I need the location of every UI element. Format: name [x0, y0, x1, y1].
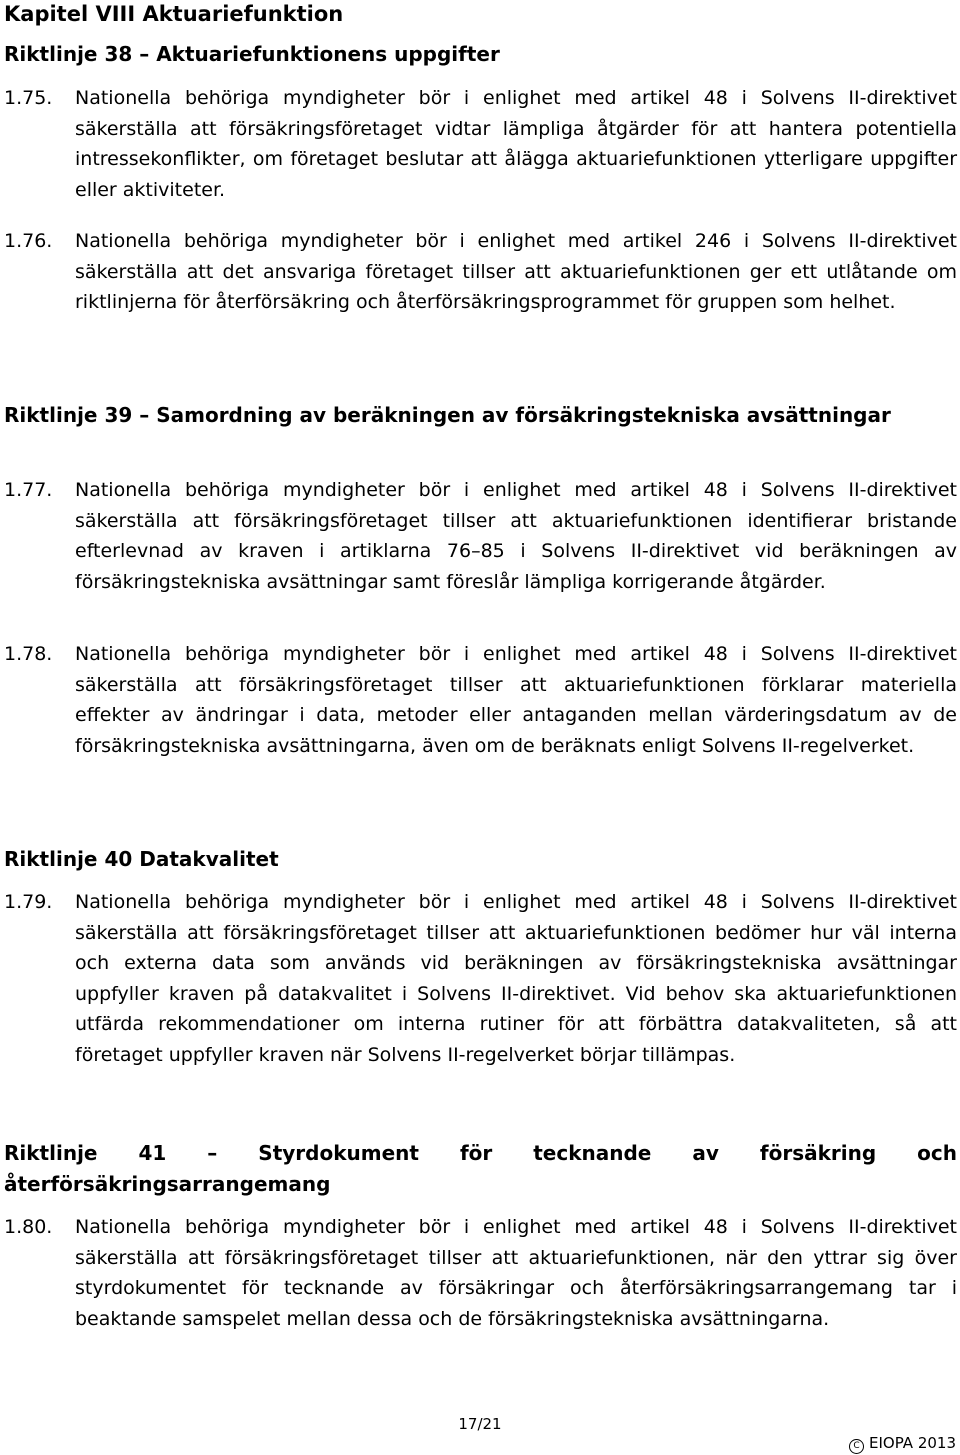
paragraph-1-80 [4, 1212, 957, 1334]
chapter-title: Kapitel VIII Aktuariefunktion [4, 2, 344, 26]
guideline-heading-38: Riktlinje 38 – Aktuariefunktionens uppgifter [4, 42, 500, 66]
paragraph-number: 1.77. [4, 479, 53, 501]
paragraph-number: 1.80. [4, 1216, 53, 1238]
paragraph-number: 1.76. [4, 230, 53, 252]
paragraph-text: Nationella behöriga myndigheter bör i enlighet med artikel 48 i Solvens II-direktivet säkerställa att försäkringsföretaget tillser att aktuariefunktionen bedömer hur väl interna och externa data som används vid beräkningen av försäkringstekniska avsättningar uppfyller kraven på datakvalitet i Solvens II-direktivet. Vid behov ska aktuariefunktionen utfärda rekommendationer om interna rutiner för att förbättra datakvaliteten, så att företaget uppfyller kraven när Solvens II-regelverket börjar tillämpas. [75, 891, 957, 1066]
paragraph-1-75 [4, 83, 957, 205]
copyright-text: EIOPA 2013 [869, 1434, 956, 1452]
paragraph-text: Nationella behöriga myndigheter bör i enlighet med artikel 48 i Solvens II-direktivet säkerställa att försäkringsföretaget tillser att aktuariefunktionen, när den yttrar sig över styrdokumentet för tecknande av försäkringar och återförsäkringsarrangemang tar i beaktande samspelet mellan dessa och de försäkringstekniska avsättningarna. [75, 1216, 957, 1330]
guideline-heading-41: Riktlinje 41 – Styrdokument för tecknande av försäkring och återförsäkringsarrangemang [4, 1141, 957, 1196]
paragraph-number: 1.79. [4, 891, 53, 913]
paragraph-number: 1.78. [4, 643, 53, 665]
paragraph-text: Nationella behöriga myndigheter bör i enlighet med artikel 48 i Solvens II-direktivet säkerställa att försäkringsföretaget vidtar lämpliga åtgärder för att hantera potentiella intressekonflikter, om företaget beslutar att ålägga aktuariefunktionen ytterligare uppgifter eller aktiviteter. [75, 87, 957, 201]
paragraph-1-79 [4, 887, 957, 1070]
paragraph-1-77 [4, 475, 957, 597]
paragraph-number: 1.75. [4, 87, 53, 109]
paragraph-1-76 [4, 226, 957, 318]
copyright-notice [849, 1433, 956, 1454]
paragraph-text: Nationella behöriga myndigheter bör i enlighet med artikel 48 i Solvens II-direktivet säkerställa att försäkringsföretaget tillser att aktuariefunktionen identifierar bristande efterlevnad av kraven i artiklarna 76–85 i Solvens II-direktivet vid beräkningen av försäkringstekniska avsättningar samt föreslår lämpliga korrigerande åtgärder. [75, 479, 957, 593]
guideline-heading-40: Riktlinje 40 Datakvalitet [4, 847, 279, 871]
guideline-heading-39: Riktlinje 39 – Samordning av beräkningen av försäkringstekniska avsättningar [4, 403, 891, 427]
copyright-icon: C [849, 1439, 864, 1454]
paragraph-text: Nationella behöriga myndigheter bör i enlighet med artikel 48 i Solvens II-direktivet säkerställa att försäkringsföretaget tillser att aktuariefunktionen förklarar materiella effekter av ändringar i data, metoder eller antaganden mellan värderingsdatum av de försäkringstekniska avsättningarna, även om de beräknats enligt Solvens II-regelverket. [75, 643, 957, 757]
paragraph-text: Nationella behöriga myndigheter bör i enlighet med artikel 246 i Solvens II-direktivet säkerställa att det ansvariga företaget tillser att aktuariefunktionen ger ett utlåtande om riktlinjerna för återförsäkring och återförsäkringsprogrammet för gruppen som helhet. [75, 230, 957, 313]
page-number: 17/21 [458, 1415, 502, 1433]
paragraph-1-78 [4, 639, 957, 761]
